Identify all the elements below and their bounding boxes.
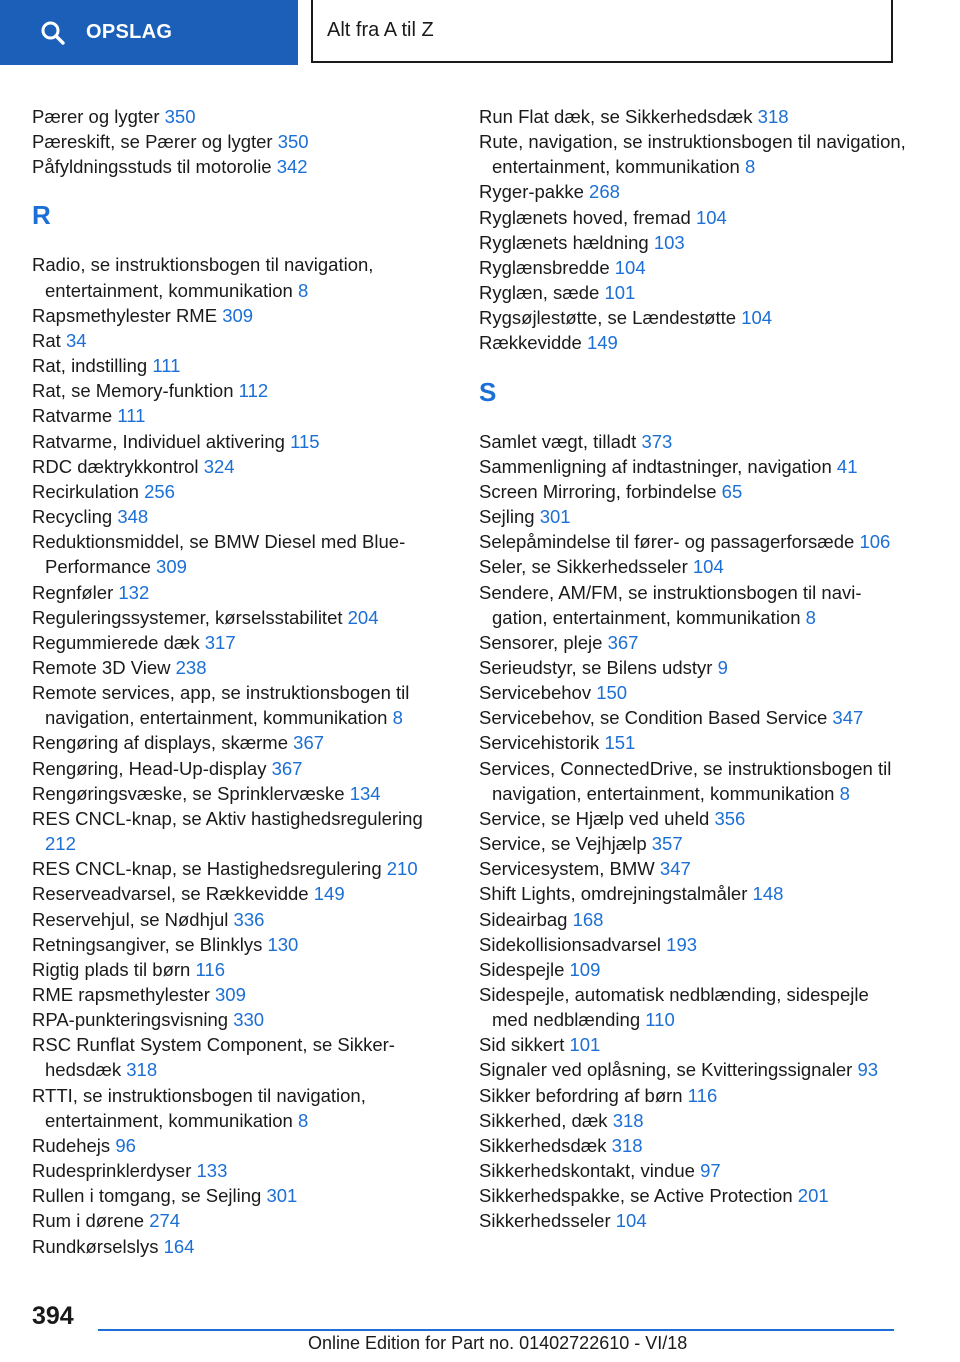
index-entry-text: Ratvarme [32,405,113,427]
index-page-link[interactable]: 41 [836,455,858,477]
index-page-link[interactable]: 168 [572,908,604,930]
index-entry-text: Sideairbag [479,908,568,930]
index-entry [479,957,909,982]
footer-divider [98,1329,894,1331]
index-entry-text: Sikkerhed, dæk [479,1109,608,1131]
index-entry [479,230,909,255]
index-entry-text: Remote 3D View [32,656,171,678]
index-entry-text: Rengøring, Head-Up-display [32,757,267,779]
index-page-link[interactable]: 347 [659,858,691,880]
index-entry [479,1133,909,1158]
index-entry [479,305,909,330]
index-entry [32,580,452,605]
index-page-link[interactable]: 318 [612,1109,644,1131]
index-entry [479,881,909,906]
search-icon [40,20,66,46]
index-entry-text: Rum i dørene [32,1210,145,1232]
index-entry [32,303,452,328]
index-entry-text: Pæreskift, se Pærer og lygter [32,131,273,153]
index-entry [479,179,909,204]
index-entry-text: Ryglæn, sæde [479,282,600,304]
index-page-link[interactable]: 309 [215,984,246,1005]
index-entry [479,756,909,806]
index-page-link[interactable]: 318 [126,1059,158,1081]
index-entry [479,655,909,680]
index-page-link[interactable]: 101 [604,282,636,304]
index-entry-text: Rat, se Memory-funktion [32,380,234,402]
index-entry [32,1133,452,1158]
index-page-link[interactable]: 348 [117,506,149,528]
index-entry [479,104,909,129]
index-entry-text: Sensorer, pleje [479,631,603,653]
index-page-link[interactable]: 150 [596,682,628,704]
index-page-link[interactable]: 8 [297,279,309,301]
index-entry [479,205,909,230]
index-entry-text: Ratvarme, Individuel aktivering [32,430,285,452]
index-entry [32,353,452,378]
index-entry [32,129,452,154]
index-entry [32,982,452,1007]
index-entry [32,154,452,179]
index-page-link[interactable]: 132 [118,581,150,603]
index-page-link[interactable]: 367 [607,631,639,653]
index-entry-text: Regnføler [32,581,114,603]
index-entry-text: Sammenligning af indtastninger, navigation [479,455,832,477]
index-page-link[interactable]: 367 [271,757,303,779]
index-page-link[interactable]: 8 [805,606,816,628]
index-entry-text: RPA-punkteringsvisning [32,1009,229,1031]
index-entry-text: Shift Lights, omdrejningstalmåler [479,883,748,905]
index-entry [479,1208,909,1233]
index-entry-text: Sikker befordring af børn [479,1084,683,1106]
index-entry [479,255,909,280]
index-entry [32,756,452,781]
index-entry [479,129,909,179]
index-entry [479,630,909,655]
index-page-link[interactable]: 367 [293,732,325,754]
index-page-link[interactable]: 104 [615,1210,647,1232]
index-page-link[interactable]: 8 [297,1109,309,1131]
index-entry [32,856,452,881]
index-page-link[interactable]: 151 [604,732,636,754]
index-page-link[interactable]: 274 [149,1210,181,1232]
index-entry [32,1158,452,1183]
index-entry-text: Service, se Vejhjælp [479,833,647,855]
index-entry-text: RTTI, se instruktionsbogen til navigation, entertainment, kommunikation [32,1084,366,1131]
index-entry [32,429,452,454]
index-page-link[interactable]: 357 [651,833,683,855]
search-tab[interactable] [0,0,298,65]
index-entry-text: Pærer og lygter [32,106,160,127]
index-entry [32,1032,452,1082]
index-column-left [32,104,452,1259]
index-entry-text: Rygsøjlestøtte, se Lændestøtte [479,307,737,329]
index-page-link[interactable]: 347 [832,707,864,729]
index-entry-text: Signaler ved oplåsning, se Kvitteringssignaler [479,1059,853,1081]
index-entry-text: Selepåmindelse til fører- og passagerforsæde [479,531,855,553]
index-page-link[interactable]: 8 [392,707,403,729]
index-entry-text: Servicesystem, BMW [479,858,655,880]
index-entry-text: Sid sikkert [479,1034,565,1056]
index-entry [479,1083,909,1108]
index-entry [479,479,909,504]
index-page-link[interactable]: 301 [266,1185,298,1207]
index-page-link[interactable]: 115 [290,430,320,452]
index-entry-text: Sidespejle [479,958,565,980]
index-entry-text: Sikkerhedspakke, se Active Protection [479,1185,793,1207]
index-entry-text: Samlet vægt, tilladt [479,430,637,452]
index-entry-text: Seler, se Sikkerhedsseler [479,556,688,578]
index-page-link[interactable]: 149 [313,883,345,905]
index-entry [479,730,909,755]
index-page-link[interactable]: 238 [175,656,207,678]
index-entry [32,328,452,353]
index-entry [32,907,452,932]
index-page-link[interactable]: 111 [152,355,181,377]
index-entry-text: Rengøring af displays, skærme [32,732,289,754]
index-page-link[interactable]: 336 [233,908,265,930]
index-entry-text: Sidekollisionsadvarsel [479,933,662,955]
index-page-link[interactable]: 116 [195,958,225,980]
index-entry [32,781,452,806]
index-page-link[interactable]: 111 [117,405,146,427]
index-entry-text: Radio, se instruktionsbogen til navigation, entertainment, kommunikation [32,254,374,301]
index-page-link[interactable]: 350 [277,131,309,153]
index-entry [32,378,452,403]
index-entry [32,1208,452,1233]
footer-edition: Online Edition for Part no. 01402722610 - VI/18 [308,1333,688,1353]
index-entry-text: Screen Mirroring, forbindelse [479,480,717,502]
index-page-link[interactable]: 104 [741,307,773,329]
index-page-link[interactable]: 104 [614,256,646,278]
index-page-link[interactable]: 104 [695,206,727,228]
index-entry-text: Serieudstyr, se Bilens udstyr [479,656,713,678]
index-page-link[interactable]: 356 [714,807,746,829]
index-entry [479,1108,909,1133]
index-entry-text: Reserveadvarsel, se Rækkevidde [32,883,309,905]
index-entry-text: RES CNCL-knap, se Aktiv hastighedsregulering [32,807,423,829]
index-page-link[interactable]: 133 [196,1160,228,1182]
index-entry-text: Servicebehov, se Condition Based Service [479,707,828,729]
index-entry-text: Regummierede dæk [32,631,200,653]
index-entry [32,730,452,755]
index-entry [32,1234,452,1259]
index-page-link[interactable]: 309 [156,556,187,578]
index-page-link[interactable]: 96 [115,1134,136,1156]
index-page-link[interactable]: 324 [203,455,235,477]
index-page-link[interactable]: 97 [700,1160,721,1182]
index-page-link[interactable]: 149 [586,332,618,354]
search-tab-label: OPSLAG [86,21,173,43]
index-page-link[interactable]: 101 [569,1034,601,1056]
index-entry [32,655,452,680]
index-entry-text: Rat, indstilling [32,355,148,377]
page-number: 394 [32,1302,74,1330]
index-entry [32,104,452,129]
index-page-link[interactable]: 318 [611,1134,643,1156]
index-entry [479,932,909,957]
index-page-link[interactable]: 301 [539,506,571,528]
index-page-link[interactable]: 109 [569,958,601,980]
index-page-link[interactable]: 342 [276,156,308,178]
index-page-link[interactable]: 8 [744,156,756,178]
index-entry [32,479,452,504]
index-page-link[interactable]: 212 [45,833,76,855]
index-entry-text: Servicehistorik [479,732,600,754]
index-entry-text: Ryglænsbredde [479,256,610,278]
section-title: Alt fra A til Z [327,19,434,41]
index-entry-text: Run Flat dæk, se Sikkerhedsdæk [479,106,753,127]
index-page-link[interactable]: 148 [752,883,784,905]
index-entry-text: Sikkerhedskontakt, vindue [479,1160,695,1182]
index-entry-text: Rat [32,329,61,351]
index-entry [32,529,452,579]
index-page-link[interactable]: 164 [163,1235,195,1257]
index-page-link[interactable]: 34 [65,329,87,351]
index-entry-text: Ryglænets hældning [479,231,649,253]
index-entry-text: RDC dæktrykkontrol [32,455,199,477]
index-page-link[interactable]: 256 [144,480,175,502]
index-letter-heading: R [32,200,51,231]
index-entry [479,1158,909,1183]
index-letter-heading: S [479,376,497,407]
index-page-link[interactable]: 210 [386,858,418,880]
index-entry [479,856,909,881]
index-page-link[interactable]: 330 [233,1009,265,1031]
index-page-link[interactable]: 373 [641,430,673,452]
index-entry-text: Rudehejs [32,1134,111,1156]
index-entry-text: RME rapsmethylester [32,984,210,1005]
index-entry-text: Sejling [479,506,535,528]
index-entry-text: Reguleringssystemer, kørselsstabilitet [32,606,343,628]
index-page-link[interactable]: 103 [653,231,685,253]
index-entry-text: Rute, navigation, se instruktionsbogen til navigation, entertainment, kommunikation [479,131,906,178]
index-entry-text: Rullen i tomgang, se Sejling [32,1185,262,1207]
index-page-link[interactable]: 350 [164,106,196,127]
index-page-link[interactable]: 130 [267,933,299,955]
index-entry-text: Sendere, AM/FM, se instruktionsbogen til navigation, entertainment, kommunikation [479,581,862,628]
index-entry [32,630,452,655]
index-column-right [479,104,909,1234]
index-entry [479,580,909,630]
index-entry [32,504,452,529]
index-page-link[interactable]: 116 [687,1084,718,1106]
index-entry-text: Ryglænets hoved, fremad [479,206,691,228]
index-entry [32,403,452,428]
index-entry [32,252,452,302]
index-entry-text: Rigtig plads til børn [32,958,191,980]
index-entry-text: Ryger-pakke [479,181,584,203]
index-entry-text: Recirkulation [32,480,139,502]
index-entry-text: Retningsangiver, se Blinklys [32,933,263,955]
index-entry [32,1083,452,1133]
index-entry [32,957,452,982]
index-entry-text: Servicebehov [479,682,592,704]
index-entry [32,605,452,630]
index-entry [479,504,909,529]
index-entry [32,806,452,856]
index-page-link[interactable]: 106 [859,531,891,553]
index-entry-text: Påfyldningsstuds til motorolie [32,156,272,178]
index-page-link[interactable]: 318 [757,106,789,127]
index-entry-text: Rapsmethylester RME [32,304,218,326]
index-page-link[interactable]: 112 [238,380,269,402]
index-page-link[interactable]: 8 [839,782,850,804]
index-entry [479,907,909,932]
index-entry [479,280,909,305]
index-entry [479,330,909,355]
index-entry [479,705,909,730]
index-page-link[interactable]: 317 [204,631,236,653]
index-entry [479,1057,909,1082]
index-entry-text: RES CNCL-knap, se Hastighedsregulering [32,858,382,880]
index-entry [479,1032,909,1057]
index-page-link[interactable]: 201 [797,1185,829,1207]
index-entry-text: Remote services, app, se instruktionsbogen til navigation, entertainment, kommunikation [32,682,410,729]
index-entry [32,932,452,957]
index-entry [479,554,909,579]
index-entry-text: Rundkørselslys [32,1235,159,1257]
index-entry [32,1183,452,1208]
index-entry-text: Rudesprinklerdyser [32,1160,192,1182]
index-entry [479,831,909,856]
index-entry [32,680,452,730]
index-entry-text: Sidespejle, automatisk nedblænding, sidespejle med nedblænding [479,984,869,1031]
index-page-link[interactable]: 110 [645,1009,675,1031]
index-entry [479,429,909,454]
index-entry [479,454,909,479]
index-page-link[interactable]: 93 [857,1059,879,1081]
index-entry-text: Sikkerhedsdæk [479,1134,607,1156]
index-entry [479,982,909,1032]
index-page-link[interactable]: 193 [666,933,698,955]
index-entry [32,454,452,479]
index-page-link[interactable]: 134 [349,782,381,804]
index-entry-text: Service, se Hjælp ved uheld [479,807,710,829]
index-entry-text: Rækkevidde [479,332,582,354]
index-entry-text: Rengøringsvæske, se Sprinklervæske [32,782,345,804]
index-page-link[interactable]: 104 [692,556,724,578]
index-entry [479,1183,909,1208]
index-entry-text: Recycling [32,506,113,528]
index-entry [479,529,909,554]
section-title-tab[interactable] [311,0,893,63]
index-page-link[interactable]: 309 [222,304,254,326]
index-entry-text: Services, ConnectedDrive, se instruktionsbogen til navigation, entertainment, kommunikation [479,757,892,804]
index-page-link[interactable]: 268 [589,181,620,203]
index-entry-text: Reduktionsmiddel, se BMW Diesel med BluePerformance [32,531,406,578]
index-entry-text: RSC Runflat System Component, se Sikkerhedsdæk [32,1034,395,1081]
index-entry [32,1007,452,1032]
index-entry-text: Sikkerhedsseler [479,1210,611,1232]
index-entry [32,881,452,906]
index-entry [479,806,909,831]
index-entry [479,680,909,705]
index-page-link[interactable]: 65 [721,480,743,502]
index-page-link[interactable]: 204 [347,606,379,628]
index-page-link[interactable]: 9 [717,656,728,678]
index-entry-text: Reservehjul, se Nødhjul [32,908,229,930]
